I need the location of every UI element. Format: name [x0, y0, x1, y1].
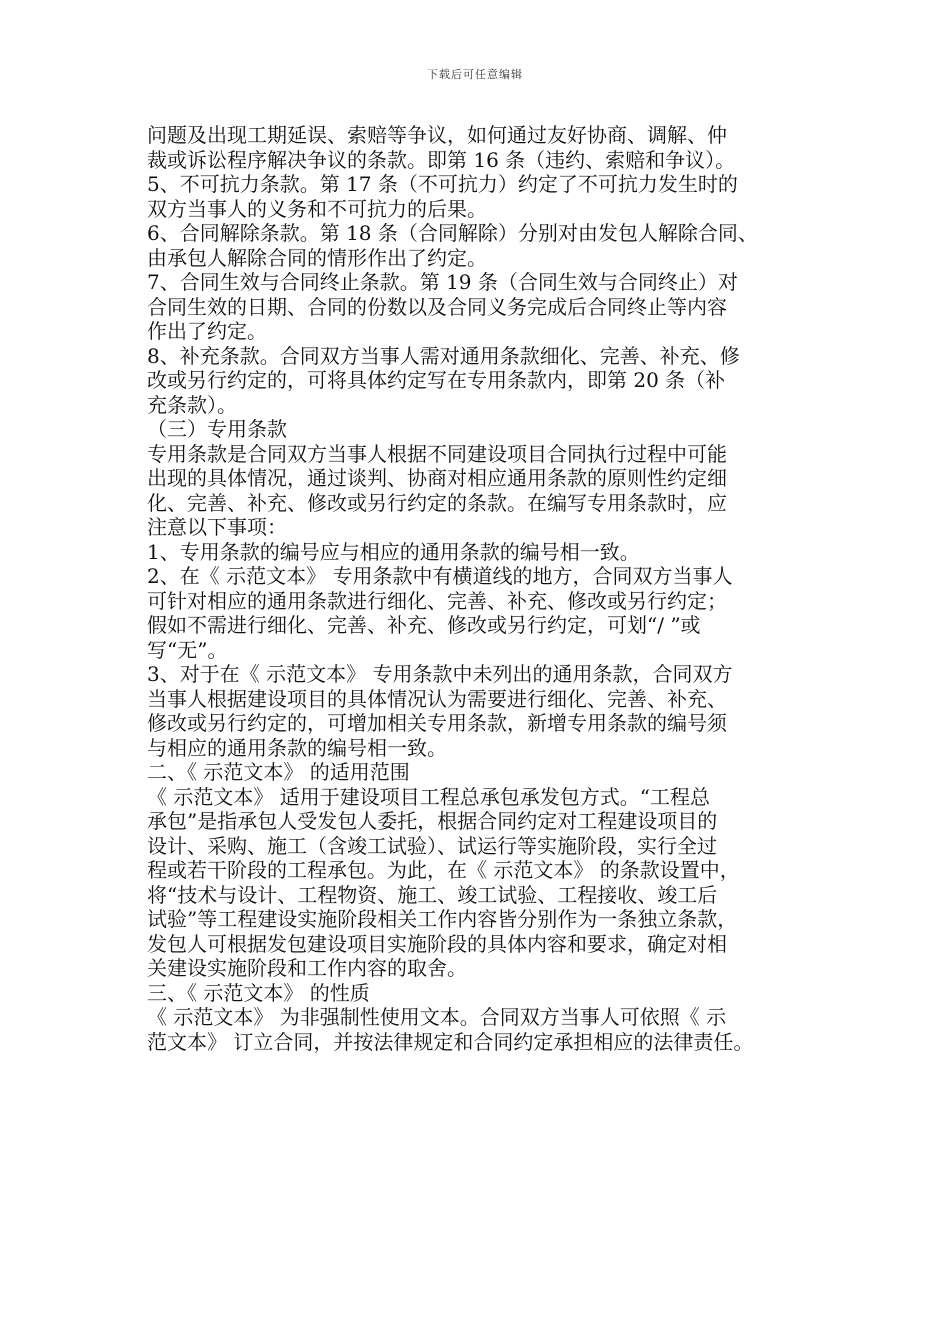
text-line: 3、对于在《 示范文本》 专用条款中未列出的通用条款，合同双方 [147, 662, 733, 686]
text-line: 6、合同解除条款。第 18 条（合同解除）分别对由发包人解除合同、 [147, 221, 758, 245]
text-line: 问题及出现工期延误、索赔等争议，如何通过友好协商、调解、仲 [147, 123, 727, 147]
text-line: 程或若干阶段的工程承包。为此，在《 示范文本》 的条款设置中， [147, 858, 740, 882]
text-line: 承包”是指承包人受发包人委托，根据合同约定对工程建设项目的 [147, 809, 718, 833]
section-heading: 二、《 示范文本》 的适用范围 [147, 760, 410, 784]
text-line: 化、完善、补充、修改或另行约定的条款。在编写专用条款时，应 [147, 490, 727, 515]
text-line: 改或另行约定的，可将具体约定写在专用条款内，即第 20 条（补 [147, 368, 726, 392]
text-line: 出现的具体情况，通过谈判、协商对相应通用条款的原则性约定细 [147, 466, 727, 490]
text-line: 专用条款是合同双方当事人根据不同建设项目合同执行过程中可能 [147, 441, 727, 466]
text-line: 8、补充条款。合同双方当事人需对通用条款细化、完善、补充、修 [147, 343, 740, 368]
text-line: 双方当事人的义务和不可抗力的后果。 [147, 196, 487, 221]
text-line: 《 示范文本》 适用于建设项目工程总承包承发包方式。“工程总 [147, 784, 710, 809]
text-line: 《 示范文本》 为非强制性使用文本。合同双方当事人可依照《 示 [147, 1005, 727, 1029]
text-line: 7、合同生效与合同终止条款。第 19 条（合同生效与合同终止）对 [147, 270, 738, 294]
text-line: 设计、采购、施工（含竣工试验）、试运行等实施阶段，实行全过 [147, 833, 717, 858]
text-line: 当事人根据建设项目的具体情况认为需要进行细化、完善、补充、 [147, 686, 727, 711]
text-line: 将“技术与设计、工程物资、施工、竣工试验、工程接收、竣工后 [147, 882, 718, 907]
text-line: 假如不需进行细化、完善、补充、修改或另行约定，可划“/ ”或 [147, 613, 701, 637]
page-header: 下载后可任意编辑 [427, 68, 523, 81]
text-line: 关建设实施阶段和工作内容的取舍。 [147, 956, 467, 980]
text-line: 修改或另行约定的，可增加相关专用条款，新增专用条款的编号须 [147, 711, 727, 735]
text-line: 写“无”。 [147, 637, 228, 662]
text-line: 5、不可抗力条款。第 17 条（不可抗力）约定了不可抗力发生时的 [147, 172, 738, 196]
text-line: 合同生效的日期、合同的份数以及合同义务完成后合同终止等内容 [147, 294, 727, 319]
text-line: 充条款）。 [147, 392, 237, 417]
text-line: 试验”等工程建设实施阶段相关工作内容皆分别作为一条独立条款， [147, 907, 738, 931]
text-line: 可针对相应的通用条款进行细化、完善、补充、修改或另行约定； [147, 588, 727, 613]
text-line: 发包人可根据发包建设项目实施阶段的具体内容和要求，确定对相 [147, 931, 727, 956]
text-line: 范文本》 订立合同，并按法律规定和合同约定承担相应的法律责任。 [147, 1029, 754, 1054]
text-line: 由承包人解除合同的情形作出了约定。 [147, 245, 487, 270]
document-body [147, 123, 812, 1054]
text-line: 1、专用条款的编号应与相应的通用条款的编号相一致。 [147, 539, 640, 564]
text-line: 注意以下事项： [147, 515, 287, 539]
section-heading: （三）专用条款 [147, 417, 287, 441]
text-line: 作出了约定。 [147, 319, 267, 343]
section-heading: 三、《 示范文本》 的性质 [147, 980, 370, 1005]
text-line: 裁或诉讼程序解决争议的条款。即第 16 条（违约、索赔和争议）。 [147, 147, 736, 172]
text-line: 2、在《 示范文本》 专用条款中有横道线的地方，合同双方当事人 [147, 564, 733, 588]
text-line: 与相应的通用条款的编号相一致。 [147, 735, 447, 760]
